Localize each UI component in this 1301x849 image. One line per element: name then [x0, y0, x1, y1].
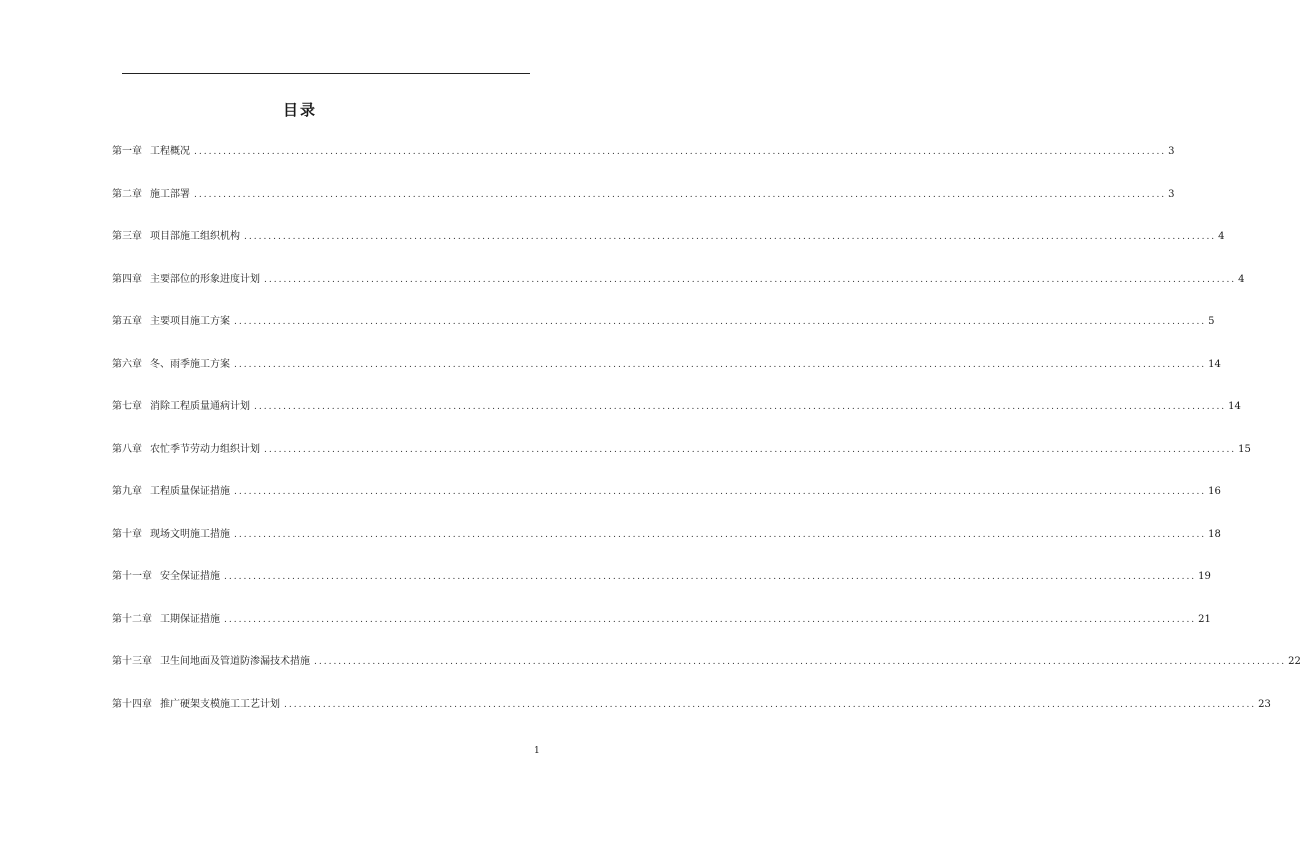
- toc-dot-leader: ........................................................................................................................................................................................................: [194, 189, 1167, 200]
- toc-page-number: 3: [1168, 188, 1175, 200]
- toc-entry-title: 工程质量保证措施: [150, 486, 230, 497]
- toc-dot-leader: ........................................................................................................................................................................................................: [234, 487, 1207, 497]
- toc-entry[interactable]: [112, 143, 1175, 161]
- toc-entry[interactable]: [112, 228, 1225, 246]
- toc-page-number: 3: [1168, 146, 1175, 157]
- toc-chapter-label: 第八章: [112, 443, 142, 455]
- toc-dot-leader: ........................................................................................................................................................................................................: [284, 699, 1257, 710]
- toc-page-number: 4: [1218, 231, 1225, 242]
- toc-dot-leader: ........................................................................................................................................................................................................: [254, 402, 1227, 412]
- toc-entry-title: 现场文明施工措施: [150, 528, 230, 540]
- toc-entry[interactable]: [112, 611, 1211, 629]
- toc-entry[interactable]: [112, 483, 1221, 501]
- toc-entry[interactable]: [112, 441, 1251, 459]
- toc-entry[interactable]: [112, 568, 1211, 586]
- toc-chapter-label: 第一章: [112, 146, 142, 157]
- toc-entry-title: 推广硬架支模施工工艺计划: [160, 698, 280, 710]
- toc-page-number: 18: [1208, 528, 1221, 540]
- toc-chapter-label: 第十四章: [112, 698, 152, 710]
- toc-entry[interactable]: [112, 398, 1241, 416]
- toc-dot-leader: ........................................................................................................................................................................................................: [234, 317, 1207, 327]
- toc-entry-title: 安全保证措施: [160, 571, 220, 582]
- toc-entry[interactable]: [112, 313, 1215, 331]
- toc-chapter-label: 第六章: [112, 358, 142, 370]
- toc-entry-title: 工程概况: [150, 146, 190, 157]
- toc-chapter-label: 第五章: [112, 316, 142, 327]
- toc-chapter-label: 第十章: [112, 528, 142, 540]
- toc-dot-leader: ........................................................................................................................................................................................................: [194, 147, 1167, 157]
- toc-entry[interactable]: [112, 653, 1301, 671]
- toc-entry[interactable]: [112, 696, 1271, 714]
- toc-entry-title: 施工部署: [150, 188, 190, 200]
- toc-entry[interactable]: [112, 186, 1175, 204]
- toc-page-number: 15: [1238, 443, 1251, 455]
- toc-entry-title: 卫生间地面及管道防渗漏技术措施: [160, 656, 310, 667]
- toc-dot-leader: ........................................................................................................................................................................................................: [314, 657, 1287, 667]
- toc-dot-leader: ........................................................................................................................................................................................................: [244, 232, 1217, 242]
- toc-entry-title: 主要部位的形象进度计划: [150, 273, 260, 285]
- page-number: 1: [534, 746, 540, 756]
- toc-entry-title: 农忙季节劳动力组织计划: [150, 443, 260, 455]
- toc-chapter-label: 第十一章: [112, 571, 152, 582]
- toc-dot-leader: ........................................................................................................................................................................................................: [224, 572, 1197, 582]
- toc-chapter-label: 第十二章: [112, 613, 152, 625]
- toc-chapter-label: 第九章: [112, 486, 142, 497]
- toc-entry-title: 主要项目施工方案: [150, 316, 230, 327]
- toc-dot-leader: ........................................................................................................................................................................................................: [224, 614, 1197, 625]
- toc-entry-title: 工期保证措施: [160, 613, 220, 625]
- toc-chapter-label: 第十三章: [112, 656, 152, 667]
- toc-entry[interactable]: [112, 526, 1221, 544]
- toc-page-number: 16: [1208, 486, 1221, 497]
- toc-dot-leader: ........................................................................................................................................................................................................: [234, 359, 1207, 370]
- header-rule: [122, 73, 530, 74]
- toc-entry-title: 冬、雨季施工方案: [150, 358, 230, 370]
- toc-dot-leader: ........................................................................................................................................................................................................: [264, 444, 1237, 455]
- toc-dot-leader: ........................................................................................................................................................................................................: [264, 274, 1237, 285]
- toc-chapter-label: 第二章: [112, 188, 142, 200]
- toc-page-number: 5: [1208, 316, 1215, 327]
- toc-page-number: 22: [1288, 656, 1301, 667]
- toc-entry-title: 项目部施工组织机构: [150, 231, 240, 242]
- toc-page-number: 14: [1228, 401, 1241, 412]
- toc-entry[interactable]: [112, 356, 1221, 374]
- toc-page-number: 19: [1198, 571, 1211, 582]
- toc-chapter-label: 第四章: [112, 273, 142, 285]
- toc-entry-title: 消除工程质量通病计划: [150, 401, 250, 412]
- toc-page-number: 23: [1258, 698, 1271, 710]
- toc-page-number: 21: [1198, 613, 1211, 625]
- toc-entry[interactable]: [112, 271, 1245, 289]
- toc-page-number: 4: [1238, 273, 1245, 285]
- toc-chapter-label: 第三章: [112, 231, 142, 242]
- toc-chapter-label: 第七章: [112, 401, 142, 412]
- toc-page-number: 14: [1208, 358, 1221, 370]
- toc-title: 目录: [282, 101, 317, 119]
- toc-dot-leader: ........................................................................................................................................................................................................: [234, 529, 1207, 540]
